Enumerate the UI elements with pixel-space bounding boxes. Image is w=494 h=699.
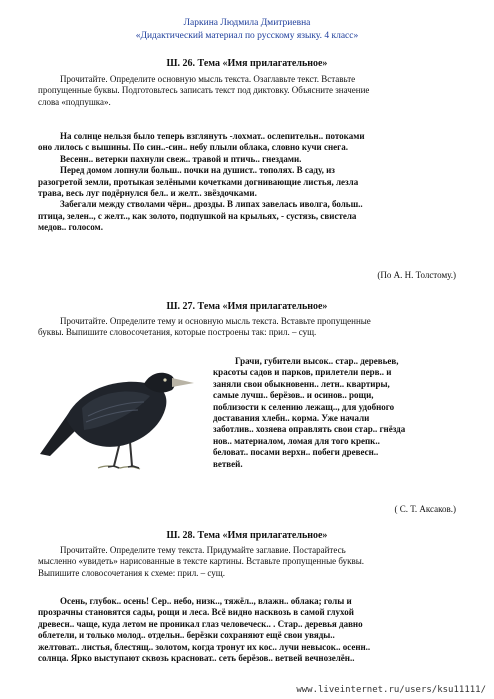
- text-line: нов.. материалом, ломая для того крепк..: [213, 435, 380, 446]
- task-line: слова «подпушка».: [38, 96, 111, 107]
- exercise-28-task: [38, 545, 456, 579]
- text-line: Осень, глубок.. осень! Сер.. небо, низк.., тяжёл.., влажн.. облака; голы и: [60, 596, 352, 606]
- author-name: Ларкина Людмила Дмитриевна: [183, 18, 311, 28]
- text-line: птица, зелен.., с желт.., как золото, подпушкой на крыльях, - сустязь, свистела: [38, 210, 357, 221]
- exercise-27-title: Ш. 27. Тема «Имя прилагательное»: [166, 301, 328, 312]
- exercise-28-title: Ш. 28. Тема «Имя прилагательное»: [166, 530, 328, 541]
- text-line: заняли свои обыкновенн.. летн.. квартиры,: [213, 378, 390, 389]
- text-line: ветвей.: [213, 458, 243, 469]
- task-line: Прочитайте. Определите тему и основную мысль текста. Вставьте пропущенные: [60, 316, 371, 326]
- crow-illustration-icon: [38, 356, 198, 476]
- text-line: древесн.. чаще, куда летом не проникал глаз человеческ.. . Стар.. деревья давно: [38, 618, 363, 629]
- text-line: заботлив.. хозяева оправлять свои стар.. гнёзда: [213, 424, 406, 435]
- text-line: беловат.. посами верхн.. побеги древесн..: [213, 447, 379, 458]
- exercise-26-source: (По А. Н. Толстому.): [377, 270, 456, 280]
- text-line: трава, весь луг подёрнулся бел.. и желт.. звёздочками.: [38, 188, 257, 199]
- exercise-26-title: Ш. 26. Тема «Имя прилагательное»: [166, 58, 328, 69]
- text-line: Грачи, губители высок.. стар.. деревьев,: [235, 356, 399, 366]
- text-line: прозрачны становятся сады, рощи и леса. Всё видно насквозь в самой глухой: [38, 607, 354, 618]
- task-line: Прочитайте. Определите основную мысль текста. Озаглавьте текст. Вставьте: [60, 74, 356, 84]
- text-line: На солнце нельзя было теперь взглянуть -лохмат.. ослепительн.. потоками: [60, 131, 365, 141]
- text-line: поблизости к селению лежащ.., для удобного: [213, 401, 395, 412]
- task-line: пропущенные буквы. Подготовьтесь записать текст под диктовку. Объясните значение: [38, 85, 370, 96]
- text-line: доставания хлебн.. корма. Уже начали: [213, 413, 370, 424]
- exercise-27-task: [38, 316, 456, 339]
- text-line: самые лучш.. берёзов.. и осинов.. рощи,: [213, 390, 374, 401]
- exercise-26-task: [38, 74, 456, 108]
- text-line: облетели, и только молод.. отдельн.. берёзки сохраняют ещё свои увяды..: [38, 630, 335, 641]
- exercise-26-text: [38, 131, 456, 234]
- text-line: оно лилось с вышины. По син..-син.. небу плыли облака, словно кучи снега.: [38, 142, 348, 153]
- task-line: Выпишите словосочетания к схеме: прил. – сущ.: [38, 567, 225, 578]
- text-line: медов.. голосом.: [38, 222, 103, 233]
- exercise-28-text: [38, 596, 456, 664]
- text-line: Забегали между стволами чёрн.. дрозды. В липах завелась иволга, больш..: [60, 199, 363, 210]
- task-line: мысленно «увидеть» нарисованные в тексте картины. Вставьте пропущенные буквы.: [38, 556, 365, 567]
- task-line: Прочитайте. Определите тему текста. Придумайте заглавие. Постарайтесь: [60, 545, 346, 555]
- exercise-27-source: ( С. Т. Аксаков.): [394, 504, 456, 514]
- text-line: разогретой земли, протыкая зелёными кочетками догнивающие листья, лезла: [38, 176, 359, 187]
- task-line: буквы. Выпишите словосочетания, которые построены так: прил. – сущ.: [38, 327, 317, 338]
- document-title: «Дидактический материал по русскому языку. 4 класс»: [135, 31, 359, 41]
- text-line: Весенн.. ветерки пахнули свеж.. травой и птичь.. гнездами.: [60, 153, 302, 164]
- exercise-27-text: [213, 356, 457, 470]
- text-line: Перед домом лопнули больш.. почки на душист.. тополях. В саду, из: [60, 165, 335, 176]
- text-line: красоты садов и парков, прилетели перв.. и: [213, 367, 392, 378]
- text-line: солнца. Ярко выступают сквозь красноват.. сеть берёзов.. ветвей вечнозелён..: [38, 653, 355, 664]
- watermark-url: www.liveinternet.ru/users/ksu11111/: [296, 685, 486, 695]
- text-line: желтоват.. листья, блестящ.. золотом, когда тронут их кос.. лучи невысок.. осенн..: [38, 641, 371, 652]
